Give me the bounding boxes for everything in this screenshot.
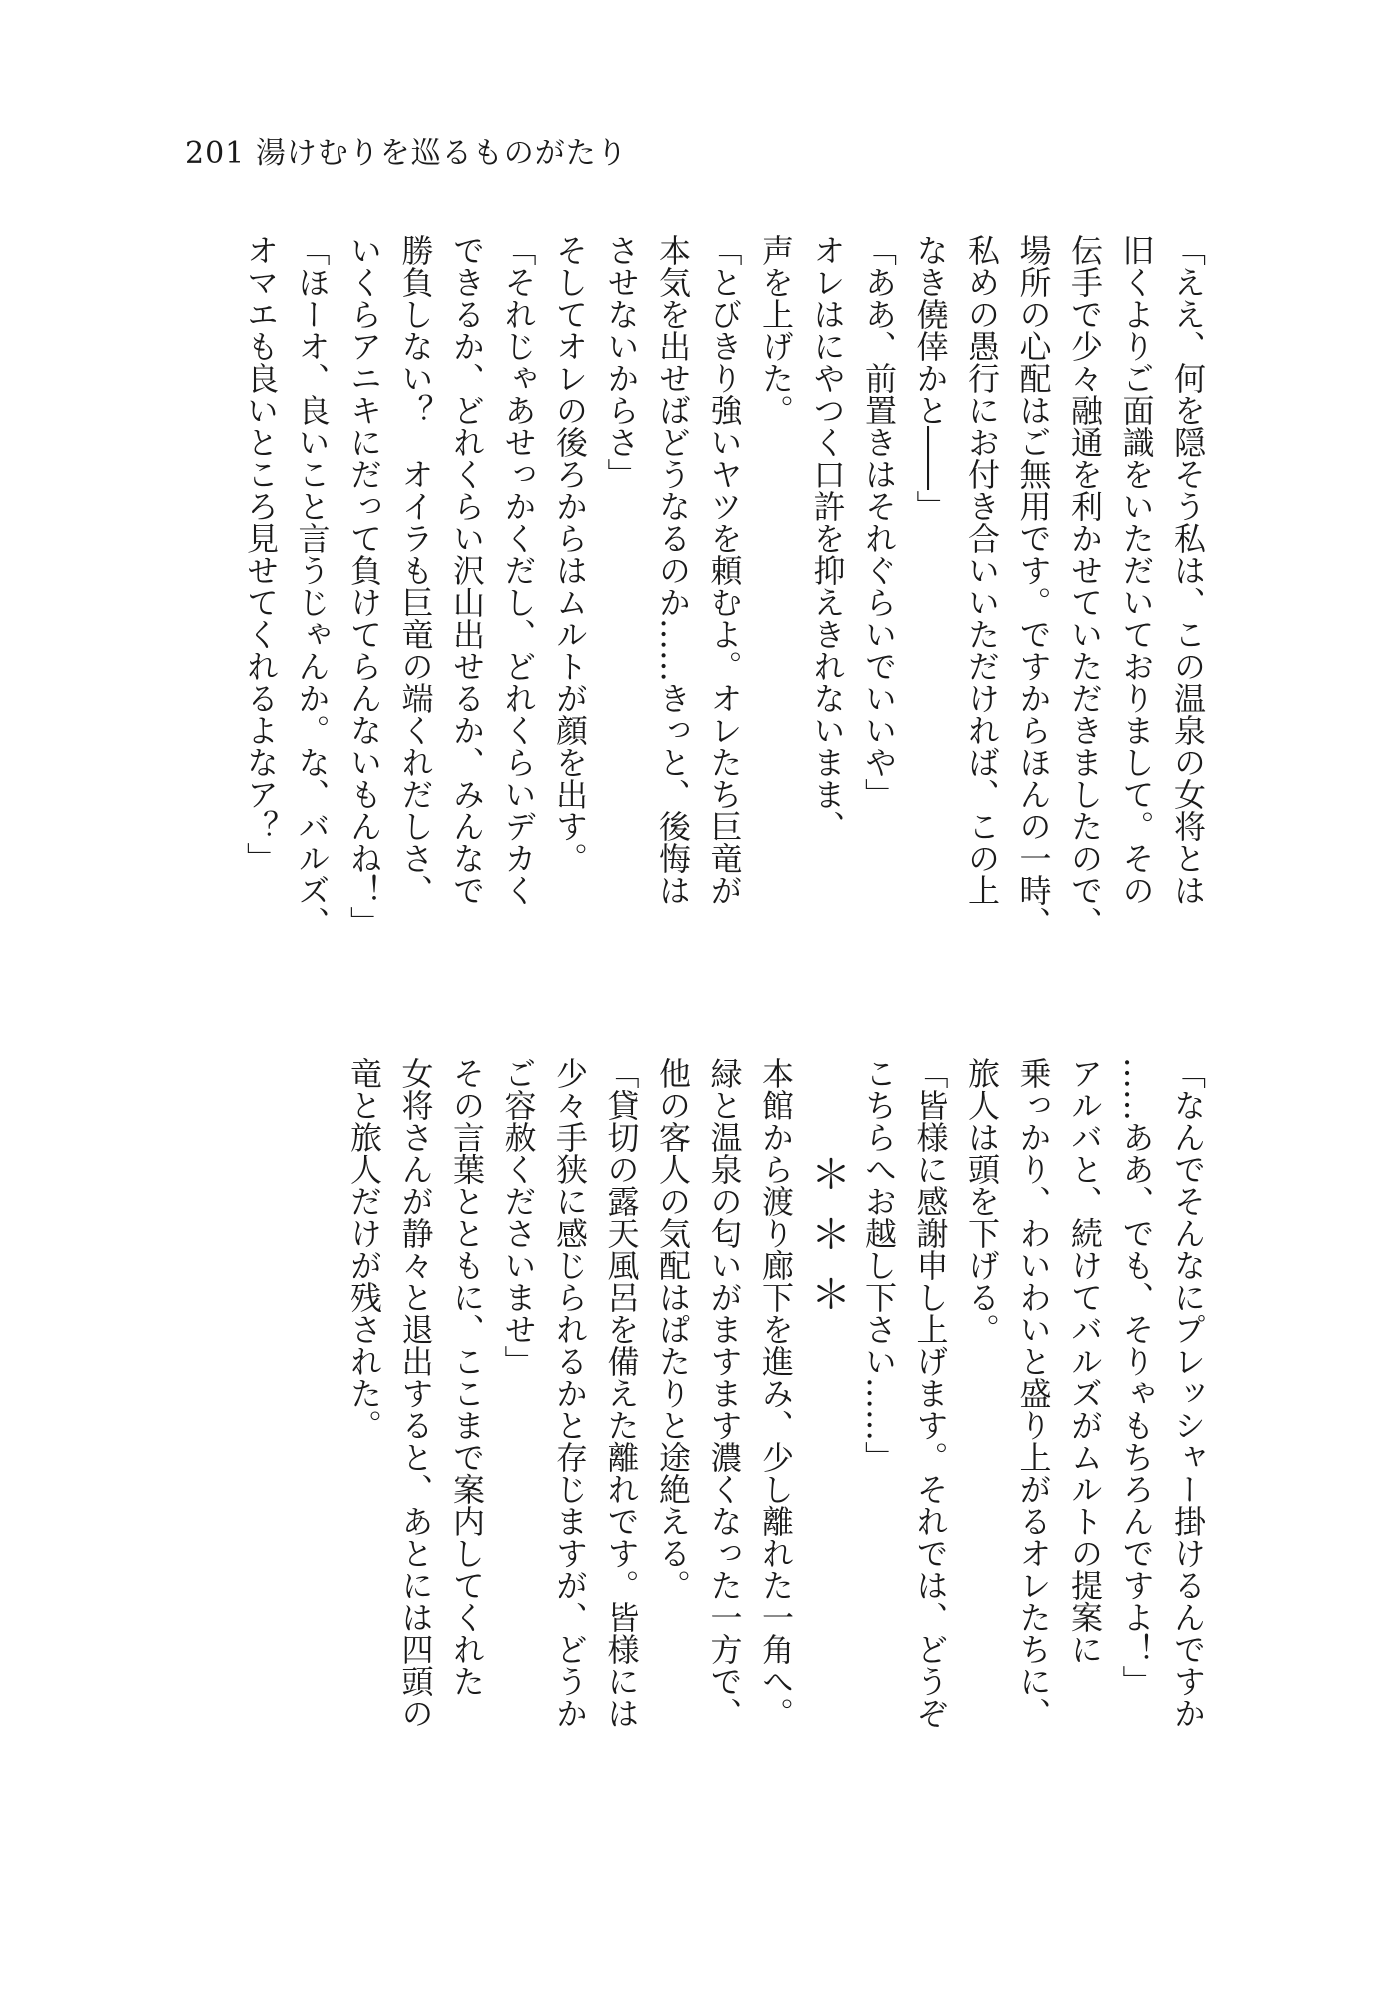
text-line: なき僥倖かと――」 — [911, 234, 950, 522]
text-block-lower — [183, 1057, 1213, 1787]
text-line: 旅人は頭を下げる。 — [963, 1057, 1001, 1345]
text-line: 私めの愚行にお付き合いいただければ、この上 — [963, 234, 1001, 906]
text-line: 「皆様に感謝申し上げます。それでは、どうぞ — [911, 1057, 950, 1729]
text-line: 旧くよりご面識をいただいておりまして。その — [1117, 234, 1156, 906]
text-line: 「貸切の露天風呂を備えた離れです。皆様には — [602, 1057, 641, 1729]
text-line: 「ええ、何を隠そう私は、この温泉の女将とは — [1169, 234, 1207, 906]
text-line: 「ああ、前置きはそれぐらいでいいや」 — [860, 234, 898, 810]
text-line: 「なんでそんなにプレッシャー掛けるんですか — [1169, 1057, 1207, 1729]
text-line: 乗っかり、わいわいと盛り上がるオレたちに、 — [1014, 1057, 1053, 1729]
text-line: 「ほーオ、良いこと言うじゃんか。な、バルズ、 — [293, 234, 332, 938]
page-title: 湯けむりを巡るものがたり — [255, 136, 628, 171]
text-line: こちらへお越し下さい……」 — [860, 1057, 898, 1473]
text-line: 女将さんが静々と退出すると、あとには四頭の — [396, 1057, 435, 1729]
page-number: 201 — [185, 136, 246, 171]
text-line: 「それじゃあせっかくだし、どれくらいデカく — [499, 234, 538, 906]
text-line: 「とびきり強いヤツを頼むよ。オレたち巨竜が — [705, 234, 744, 906]
text-line: できるか、どれくらい沢山出せるか、みんなで — [448, 234, 486, 906]
text-line: いくらアニキにだって負けてらんないもんね！」 — [345, 234, 383, 938]
text-line: オレはにやつく口許を抑えきれないまま、 — [808, 234, 847, 842]
text-line: ……ああ、でも、そりゃもちろんですよ！」 — [1117, 1057, 1156, 1697]
text-line: 場所の心配はご無用です。ですからほんの一時、 — [1014, 234, 1053, 938]
text-line: オマエも良いところ見せてくれるよなア？」 — [242, 234, 280, 874]
text-line: 本館から渡り廊下を進み、少し離れた一角へ。 — [757, 1057, 795, 1729]
text-line: ご容赦くださいませ」 — [499, 1057, 538, 1377]
text-line: 声を上げた。 — [757, 234, 795, 426]
text-block-upper — [183, 234, 1213, 1034]
section-break: ＊＊＊ — [804, 1153, 851, 1333]
text-line: 竜と旅人だけが残された。 — [345, 1057, 383, 1441]
text-line: させないからさ」 — [602, 234, 641, 490]
text-line: そしてオレの後ろからはムルトが顔を出す。 — [551, 234, 589, 874]
text-line: その言葉とともに、ここまで案内してくれた — [448, 1057, 486, 1697]
text-line: アルバと、続けてバルズがムルトの提案に — [1066, 1057, 1104, 1665]
text-line: 本気を出せばどうなるのか……きっと、後悔は — [654, 234, 692, 906]
text-line: 勝負しない？ オイラも巨竜の端くれだしさ、 — [396, 234, 435, 906]
text-line: 少々手狭に感じられるかと存じますが、どうか — [551, 1057, 589, 1729]
text-line: 伝手で少々融通を利かせていただきましたので、 — [1066, 234, 1104, 938]
text-line: 他の客人の気配はぱたりと途絶える。 — [654, 1057, 692, 1601]
text-line: 緑と温泉の匂いがますます濃くなった一方で、 — [705, 1057, 744, 1729]
page-header — [185, 128, 628, 172]
